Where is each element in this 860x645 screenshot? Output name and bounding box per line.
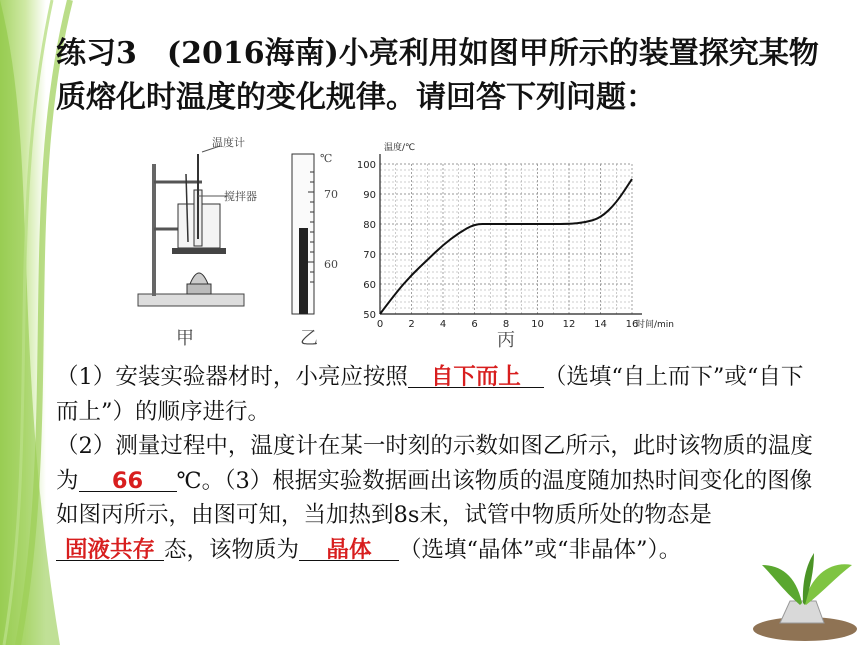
- caption-jia: 甲: [176, 328, 194, 349]
- y-tick-label: 70: [363, 250, 376, 261]
- thermo-tick-60: 60: [324, 258, 338, 271]
- q2-blank[interactable]: [79, 464, 177, 492]
- q2-answer: 66: [111, 467, 144, 494]
- q1-after: （选填“自上而下”或“自下而上”）的顺序进行。: [56, 364, 804, 425]
- q3-answer-1: 固液共存: [64, 536, 155, 563]
- x-tick-label: 8: [502, 319, 510, 330]
- y-axis-label: 温度/℃: [384, 143, 416, 153]
- x-tick-label: 16: [625, 319, 639, 330]
- experiment-figure: [120, 126, 680, 356]
- x-axis-label: 时间/min: [636, 320, 675, 330]
- y-tick-label: 90: [363, 190, 376, 201]
- q3-after: （选填“晶体”或“非晶体”）。: [399, 536, 682, 563]
- x-tick-label: 14: [594, 319, 607, 330]
- x-tick-label: 4: [439, 319, 447, 330]
- apparatus-drawing: [132, 134, 252, 319]
- thermo-tick-70: 70: [324, 188, 338, 201]
- q3-blank-2[interactable]: [299, 533, 399, 561]
- stirrer-label: 搅拌器: [224, 190, 257, 203]
- caption-yi: 乙: [300, 328, 318, 349]
- y-tick-label: 60: [363, 280, 376, 291]
- question-1: [56, 360, 816, 429]
- q2-text: （2）测量过程中，温度计在某一时刻的示数如图乙所示，此时该物质的温度为: [56, 433, 813, 494]
- temperature-time-graph: [352, 136, 682, 341]
- q3-middle: 态，该物质为: [164, 536, 300, 563]
- q2-after: ℃。: [176, 467, 225, 494]
- q1-text: （1）安装实验器材时，小亮应按照: [56, 364, 408, 390]
- x-tick-label: 0: [376, 319, 384, 330]
- caption-bing: 丙: [497, 330, 515, 351]
- question-2-3: [56, 429, 816, 567]
- y-tick-label: 100: [356, 160, 376, 171]
- x-tick-label: 12: [562, 319, 576, 330]
- exercise-title: 练习3 (2016海南)小亮利用如图甲所示的装置探究某物质熔化时温度的变化规律。请回答下列问题：: [56, 36, 819, 115]
- y-tick-label: 50: [363, 310, 376, 321]
- x-tick-label: 6: [471, 319, 478, 330]
- q1-blank[interactable]: [408, 360, 544, 388]
- q1-answer: 自下而上: [430, 364, 521, 390]
- x-tick-label: 2: [408, 319, 415, 330]
- thermometer-label: 温度计: [212, 136, 245, 149]
- y-tick-label: 80: [363, 220, 376, 231]
- thermometer-drawing: [286, 152, 336, 322]
- q3-answer-2: 晶体: [326, 536, 372, 563]
- thermometer-unit: ℃: [320, 152, 333, 165]
- q3-text: （3）根据实验数据画出该物质的温度随加热时间变化的图像如图丙所示，由图可知，当加热到8s末，试管中物质所处的物态是: [56, 467, 813, 528]
- x-tick-label: 10: [531, 319, 544, 330]
- decorative-plant: [710, 525, 860, 645]
- q3-blank-1[interactable]: [56, 533, 164, 561]
